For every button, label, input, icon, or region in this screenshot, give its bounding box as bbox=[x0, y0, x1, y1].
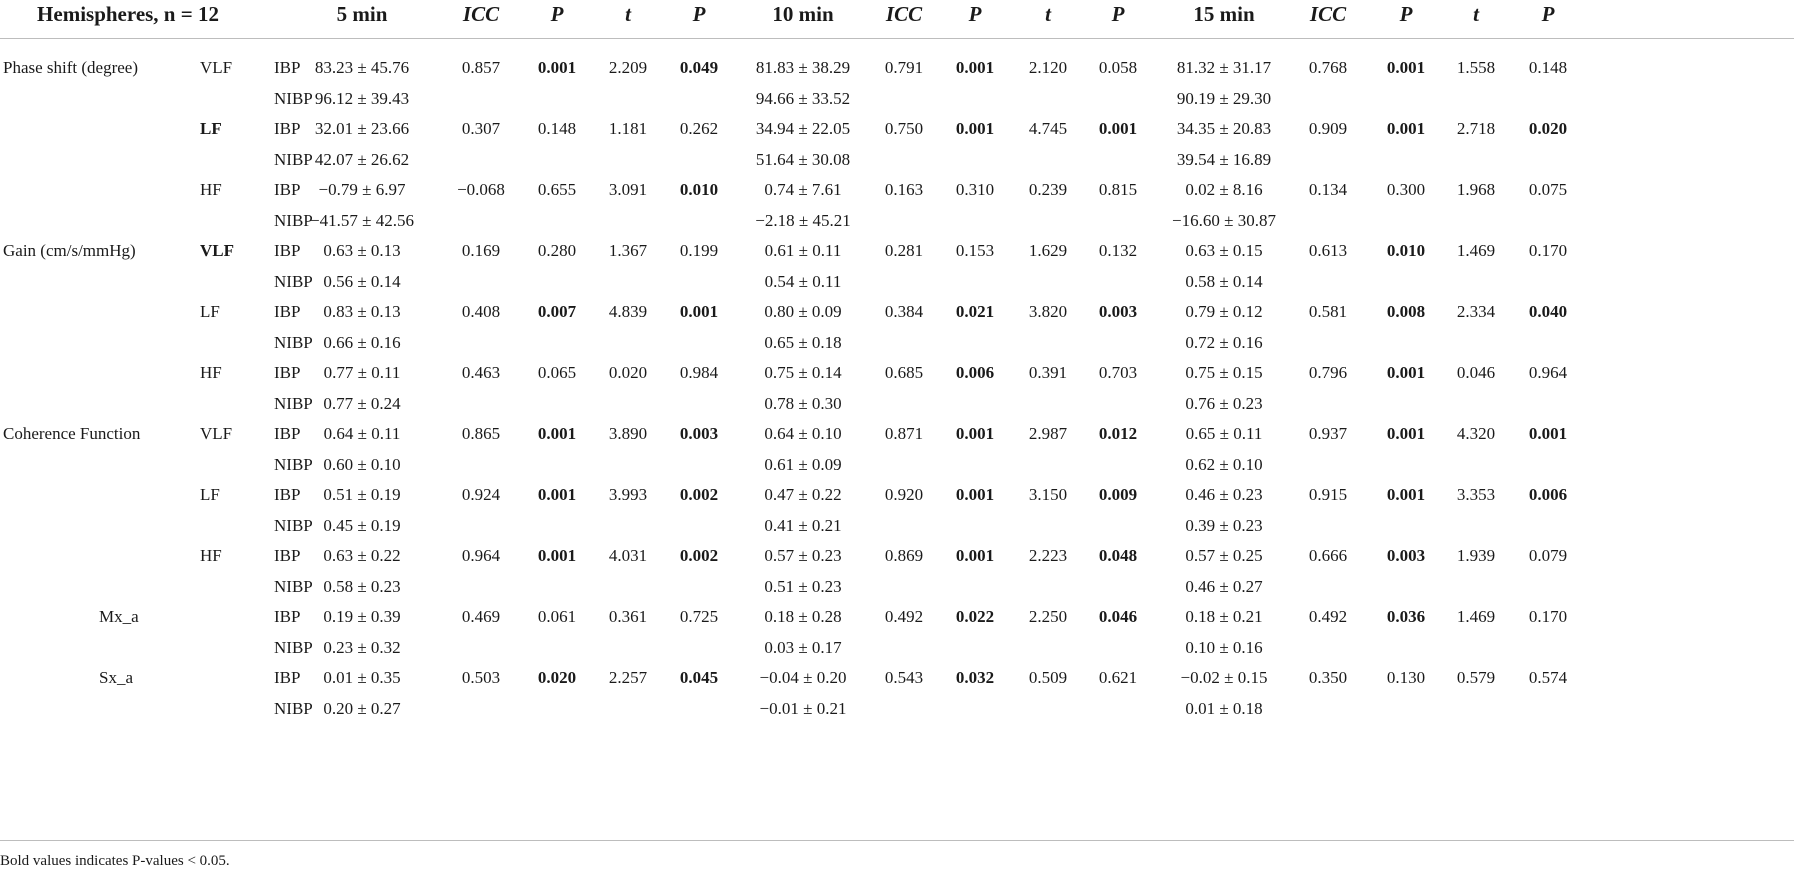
footnote: Bold values indicates P-values < 0.05. bbox=[0, 853, 230, 869]
ibp-value: 34.94 ± 22.05 bbox=[755, 119, 851, 138]
ibp-value: 0.75 ± 0.15 bbox=[1185, 363, 1263, 382]
ibp-value: 0.509 bbox=[1028, 668, 1068, 687]
ibp-value: 0.01 ± 0.35 bbox=[323, 668, 401, 687]
ibp-value: 0.001 bbox=[955, 424, 995, 443]
ibp-value: 0.049 bbox=[679, 58, 719, 77]
ibp-value: 0.350 bbox=[1308, 668, 1348, 687]
ibp-value: 0.02 ± 8.16 bbox=[1185, 180, 1263, 199]
nibp-value: 0.54 ± 0.11 bbox=[764, 271, 842, 291]
ibp-value: 0.865 bbox=[461, 424, 501, 443]
ibp-value: 0.130 bbox=[1386, 668, 1426, 687]
nibp-value: 0.60 ± 0.10 bbox=[323, 454, 401, 474]
ibp-value: 0.869 bbox=[884, 546, 924, 565]
header-col-2: ICC bbox=[462, 2, 500, 26]
ibp-label: IBP bbox=[274, 546, 301, 565]
ibp-value: 0.74 ± 7.61 bbox=[764, 180, 842, 199]
ibp-value: 3.820 bbox=[1028, 302, 1068, 321]
nibp-label: NIBP bbox=[274, 332, 313, 352]
ibp-value: 3.150 bbox=[1028, 485, 1068, 504]
ibp-value: 0.001 bbox=[537, 485, 577, 504]
nibp-label: NIBP bbox=[274, 515, 313, 535]
nibp-value: 0.61 ± 0.09 bbox=[764, 454, 842, 474]
band-label: VLF bbox=[200, 58, 233, 77]
ibp-value: 0.010 bbox=[679, 180, 719, 199]
nibp-value: 42.07 ± 26.62 bbox=[314, 149, 410, 169]
ibp-value: 81.83 ± 38.29 bbox=[755, 58, 851, 77]
ibp-value: 0.64 ± 0.11 bbox=[323, 424, 401, 443]
ibp-value: −0.02 ± 0.15 bbox=[1180, 668, 1268, 687]
ibp-value: 2.718 bbox=[1456, 119, 1496, 138]
ibp-value: 0.020 bbox=[537, 668, 577, 687]
ibp-label: IBP bbox=[274, 119, 301, 138]
ibp-value: 0.964 bbox=[461, 546, 501, 565]
ibp-value: 0.18 ± 0.21 bbox=[1185, 607, 1263, 626]
nibp-label: NIBP bbox=[274, 637, 313, 657]
ibp-value: 0.132 bbox=[1098, 241, 1138, 260]
ibp-value: 0.463 bbox=[461, 363, 501, 382]
ibp-value: 0.909 bbox=[1308, 119, 1348, 138]
ibp-value: 2.257 bbox=[608, 668, 648, 687]
nibp-value: 0.78 ± 0.30 bbox=[764, 393, 842, 413]
nibp-label: NIBP bbox=[274, 393, 313, 413]
ibp-label: IBP bbox=[274, 58, 301, 77]
ibp-value: 0.281 bbox=[884, 241, 924, 260]
band-label: HF bbox=[200, 546, 222, 565]
ibp-value: 0.791 bbox=[884, 58, 924, 77]
ibp-value: 0.148 bbox=[537, 119, 577, 138]
ibp-value: 0.857 bbox=[461, 58, 501, 77]
ibp-value: 1.629 bbox=[1028, 241, 1068, 260]
nibp-label: NIBP bbox=[274, 698, 313, 718]
ibp-value: 0.001 bbox=[1386, 58, 1426, 77]
ibp-value: 0.83 ± 0.13 bbox=[323, 302, 401, 321]
ibp-value: 0.012 bbox=[1098, 424, 1138, 443]
ibp-value: 0.51 ± 0.19 bbox=[323, 485, 401, 504]
ibp-value: 0.022 bbox=[955, 607, 995, 626]
ibp-value: 0.492 bbox=[1308, 607, 1348, 626]
ibp-value: 1.558 bbox=[1456, 58, 1496, 77]
ibp-value: 0.048 bbox=[1098, 546, 1138, 565]
band-label: HF bbox=[200, 363, 222, 382]
ibp-value: 2.120 bbox=[1028, 58, 1068, 77]
ibp-value: 1.469 bbox=[1456, 607, 1496, 626]
ibp-value: 0.006 bbox=[955, 363, 995, 382]
nibp-label: NIBP bbox=[274, 271, 313, 291]
ibp-value: 0.001 bbox=[537, 58, 577, 77]
ibp-label: IBP bbox=[274, 668, 301, 687]
ibp-value: 0.768 bbox=[1308, 58, 1348, 77]
ibp-label: IBP bbox=[274, 424, 301, 443]
ibp-value: 1.469 bbox=[1456, 241, 1496, 260]
ibp-value: 1.939 bbox=[1456, 546, 1496, 565]
ibp-value: 0.543 bbox=[884, 668, 924, 687]
header-col-11: 15 min bbox=[1193, 2, 1255, 26]
ibp-value: 0.009 bbox=[1098, 485, 1138, 504]
nibp-value: 0.76 ± 0.23 bbox=[1185, 393, 1263, 413]
ibp-value: 0.003 bbox=[679, 424, 719, 443]
ibp-value: 0.63 ± 0.22 bbox=[323, 546, 401, 565]
header-col-7: ICC bbox=[885, 2, 923, 26]
nibp-value: 0.45 ± 0.19 bbox=[323, 515, 401, 535]
ibp-value: 0.63 ± 0.13 bbox=[323, 241, 401, 260]
ibp-value: 0.47 ± 0.22 bbox=[764, 485, 842, 504]
ibp-value: 0.003 bbox=[1098, 302, 1138, 321]
ibp-value: 0.77 ± 0.11 bbox=[323, 363, 401, 382]
measure-label: Mx_a bbox=[99, 607, 139, 626]
nibp-value: 0.01 ± 0.18 bbox=[1185, 698, 1263, 718]
ibp-value: 0.065 bbox=[537, 363, 577, 382]
header-col-4: t bbox=[625, 2, 631, 26]
ibp-label: IBP bbox=[274, 485, 301, 504]
header-col-12: ICC bbox=[1309, 2, 1347, 26]
nibp-value: 0.10 ± 0.16 bbox=[1185, 637, 1263, 657]
ibp-value: 0.153 bbox=[955, 241, 995, 260]
ibp-label: IBP bbox=[274, 241, 301, 260]
header-rule bbox=[0, 38, 1794, 39]
ibp-value: 0.020 bbox=[1528, 119, 1568, 138]
nibp-value: 0.77 ± 0.24 bbox=[323, 393, 401, 413]
nibp-label: NIBP bbox=[274, 576, 313, 596]
ibp-value: 1.968 bbox=[1456, 180, 1496, 199]
nibp-value: 0.46 ± 0.27 bbox=[1185, 576, 1263, 596]
measure-label: Sx_a bbox=[99, 668, 133, 687]
ibp-value: 0.001 bbox=[1386, 424, 1426, 443]
header-col-9: t bbox=[1045, 2, 1051, 26]
ibp-value: 0.65 ± 0.11 bbox=[1185, 424, 1263, 443]
nibp-value: 0.23 ± 0.32 bbox=[323, 637, 401, 657]
ibp-value: 0.666 bbox=[1308, 546, 1348, 565]
ibp-value: 0.924 bbox=[461, 485, 501, 504]
ibp-value: 0.46 ± 0.23 bbox=[1185, 485, 1263, 504]
header-col-6: 10 min bbox=[772, 2, 834, 26]
ibp-value: 0.001 bbox=[1098, 119, 1138, 138]
ibp-value: 0.469 bbox=[461, 607, 501, 626]
ibp-value: 0.307 bbox=[461, 119, 501, 138]
ibp-value: 81.32 ± 31.17 bbox=[1176, 58, 1272, 77]
ibp-value: 0.75 ± 0.14 bbox=[764, 363, 842, 382]
ibp-value: 0.032 bbox=[955, 668, 995, 687]
nibp-label: NIBP bbox=[274, 88, 313, 108]
header-col-14: t bbox=[1473, 2, 1479, 26]
band-label: LF bbox=[200, 302, 220, 321]
nibp-value: −16.60 ± 30.87 bbox=[1172, 210, 1276, 230]
ibp-value: 0.725 bbox=[679, 607, 719, 626]
ibp-value: 0.002 bbox=[679, 546, 719, 565]
ibp-value: 0.613 bbox=[1308, 241, 1348, 260]
ibp-value: 0.57 ± 0.23 bbox=[764, 546, 842, 565]
ibp-value: 0.169 bbox=[461, 241, 501, 260]
ibp-value: 0.915 bbox=[1308, 485, 1348, 504]
ibp-value: 3.890 bbox=[608, 424, 648, 443]
ibp-value: 0.020 bbox=[608, 363, 648, 382]
measure-label: Phase shift (degree) bbox=[3, 58, 139, 77]
band-label: VLF bbox=[200, 241, 234, 260]
ibp-value: 0.579 bbox=[1456, 668, 1496, 687]
header-col-5: P bbox=[692, 2, 706, 26]
ibp-value: 0.001 bbox=[1386, 363, 1426, 382]
ibp-value: 0.002 bbox=[679, 485, 719, 504]
nibp-label: NIBP bbox=[274, 454, 313, 474]
ibp-value: 0.001 bbox=[537, 424, 577, 443]
header-col-3: P bbox=[550, 2, 564, 26]
header-col-15: P bbox=[1541, 2, 1555, 26]
header-col-10: P bbox=[1111, 2, 1125, 26]
ibp-value: 0.001 bbox=[537, 546, 577, 565]
header-hemispheres: Hemispheres, n = 12 bbox=[37, 2, 219, 26]
ibp-value: 0.134 bbox=[1308, 180, 1348, 199]
ibp-value: 4.031 bbox=[608, 546, 648, 565]
ibp-value: 0.061 bbox=[537, 607, 577, 626]
ibp-label: IBP bbox=[274, 363, 301, 382]
nibp-value: 96.12 ± 39.43 bbox=[314, 88, 410, 108]
ibp-value: 0.170 bbox=[1528, 607, 1568, 626]
ibp-value: 0.170 bbox=[1528, 241, 1568, 260]
ibp-value: 0.300 bbox=[1386, 180, 1426, 199]
ibp-value: 0.001 bbox=[1528, 424, 1568, 443]
ibp-value: −0.068 bbox=[457, 180, 505, 199]
ibp-label: IBP bbox=[274, 607, 301, 626]
ibp-value: 0.046 bbox=[1098, 607, 1138, 626]
ibp-value: 3.353 bbox=[1456, 485, 1496, 504]
ibp-value: 0.310 bbox=[955, 180, 995, 199]
ibp-value: 0.384 bbox=[884, 302, 924, 321]
band-label: VLF bbox=[200, 424, 233, 443]
nibp-label: NIBP bbox=[274, 149, 313, 169]
ibp-value: 2.250 bbox=[1028, 607, 1068, 626]
nibp-value: 94.66 ± 33.52 bbox=[755, 88, 851, 108]
band-label: LF bbox=[200, 485, 220, 504]
ibp-value: 2.223 bbox=[1028, 546, 1068, 565]
header-col-8: P bbox=[968, 2, 982, 26]
nibp-value: 90.19 ± 29.30 bbox=[1176, 88, 1272, 108]
nibp-value: 0.03 ± 0.17 bbox=[764, 637, 842, 657]
ibp-value: 0.045 bbox=[679, 668, 719, 687]
ibp-value: 4.745 bbox=[1028, 119, 1068, 138]
ibp-value: 0.280 bbox=[537, 241, 577, 260]
ibp-value: 0.750 bbox=[884, 119, 924, 138]
ibp-value: 0.64 ± 0.10 bbox=[764, 424, 842, 443]
ibp-value: 0.63 ± 0.15 bbox=[1185, 241, 1263, 260]
ibp-value: 0.007 bbox=[537, 302, 577, 321]
ibp-value: 0.621 bbox=[1098, 668, 1138, 687]
ibp-value: 0.574 bbox=[1528, 668, 1568, 687]
ibp-value: 0.18 ± 0.28 bbox=[764, 607, 842, 626]
nibp-value: −0.01 ± 0.21 bbox=[759, 698, 847, 718]
measure-label: Gain (cm/s/mmHg) bbox=[3, 241, 136, 260]
ibp-value: 0.199 bbox=[679, 241, 719, 260]
nibp-value: 0.62 ± 0.10 bbox=[1185, 454, 1263, 474]
ibp-value: 0.148 bbox=[1528, 58, 1568, 77]
ibp-value: 1.181 bbox=[608, 119, 648, 138]
ibp-value: 0.61 ± 0.11 bbox=[764, 241, 842, 260]
ibp-label: IBP bbox=[274, 302, 301, 321]
ibp-value: 0.001 bbox=[955, 119, 995, 138]
ibp-label: IBP bbox=[274, 180, 301, 199]
band-label: HF bbox=[200, 180, 222, 199]
ibp-value: 0.80 ± 0.09 bbox=[764, 302, 842, 321]
footer-rule bbox=[0, 840, 1794, 841]
ibp-value: 2.334 bbox=[1456, 302, 1496, 321]
ibp-value: 0.040 bbox=[1528, 302, 1568, 321]
ibp-value: 0.984 bbox=[679, 363, 719, 382]
ibp-value: 0.408 bbox=[461, 302, 501, 321]
ibp-value: 2.987 bbox=[1028, 424, 1068, 443]
nibp-label: NIBP bbox=[274, 210, 313, 230]
ibp-value: 0.001 bbox=[955, 546, 995, 565]
ibp-value: 0.262 bbox=[679, 119, 719, 138]
ibp-value: 4.320 bbox=[1456, 424, 1496, 443]
nibp-value: 0.51 ± 0.23 bbox=[764, 576, 842, 596]
ibp-value: 0.001 bbox=[955, 58, 995, 77]
ibp-value: 0.57 ± 0.25 bbox=[1185, 546, 1263, 565]
ibp-value: 0.796 bbox=[1308, 363, 1348, 382]
ibp-value: 0.008 bbox=[1386, 302, 1426, 321]
nibp-value: 0.58 ± 0.14 bbox=[1185, 271, 1263, 291]
ibp-value: 0.001 bbox=[955, 485, 995, 504]
ibp-value: 0.79 ± 0.12 bbox=[1185, 302, 1263, 321]
nibp-value: 0.39 ± 0.23 bbox=[1185, 515, 1263, 535]
ibp-value: 0.685 bbox=[884, 363, 924, 382]
ibp-value: 0.655 bbox=[537, 180, 577, 199]
ibp-value: 0.021 bbox=[955, 302, 995, 321]
ibp-value: 0.581 bbox=[1308, 302, 1348, 321]
ibp-value: 0.046 bbox=[1456, 363, 1496, 382]
ibp-value: 0.19 ± 0.39 bbox=[323, 607, 401, 626]
ibp-value: 34.35 ± 20.83 bbox=[1176, 119, 1272, 138]
ibp-value: 3.993 bbox=[608, 485, 648, 504]
ibp-value: 0.503 bbox=[461, 668, 501, 687]
ibp-value: 0.964 bbox=[1528, 363, 1568, 382]
ibp-value: 0.001 bbox=[679, 302, 719, 321]
ibp-value: 0.239 bbox=[1028, 180, 1068, 199]
nibp-value: 51.64 ± 30.08 bbox=[755, 149, 851, 169]
ibp-value: 83.23 ± 45.76 bbox=[314, 58, 410, 77]
ibp-value: 1.367 bbox=[608, 241, 648, 260]
nibp-value: 0.66 ± 0.16 bbox=[323, 332, 401, 352]
ibp-value: 0.058 bbox=[1098, 58, 1138, 77]
ibp-value: 0.703 bbox=[1098, 363, 1138, 382]
ibp-value: 0.163 bbox=[884, 180, 924, 199]
nibp-value: −2.18 ± 45.21 bbox=[755, 210, 851, 230]
ibp-value: 0.010 bbox=[1386, 241, 1426, 260]
measure-label: Coherence Function bbox=[3, 424, 141, 443]
header-col-13: P bbox=[1399, 2, 1413, 26]
nibp-value: 0.72 ± 0.16 bbox=[1185, 332, 1263, 352]
ibp-value: 0.006 bbox=[1528, 485, 1568, 504]
ibp-value: −0.04 ± 0.20 bbox=[759, 668, 847, 687]
nibp-value: 0.41 ± 0.21 bbox=[764, 515, 842, 535]
ibp-value: −0.79 ± 6.97 bbox=[318, 180, 406, 199]
ibp-value: 0.492 bbox=[884, 607, 924, 626]
ibp-value: 0.937 bbox=[1308, 424, 1348, 443]
ibp-value: 0.361 bbox=[608, 607, 648, 626]
nibp-value: 0.58 ± 0.23 bbox=[323, 576, 401, 596]
ibp-value: 4.839 bbox=[608, 302, 648, 321]
ibp-value: 0.871 bbox=[884, 424, 924, 443]
ibp-value: 0.079 bbox=[1528, 546, 1568, 565]
ibp-value: 0.036 bbox=[1386, 607, 1426, 626]
header-col-1: 5 min bbox=[336, 2, 388, 26]
ibp-value: 32.01 ± 23.66 bbox=[314, 119, 410, 138]
ibp-value: 3.091 bbox=[608, 180, 648, 199]
ibp-value: 2.209 bbox=[608, 58, 648, 77]
band-label: LF bbox=[200, 119, 222, 138]
ibp-value: 0.920 bbox=[884, 485, 924, 504]
ibp-value: 0.001 bbox=[1386, 119, 1426, 138]
nibp-value: 39.54 ± 16.89 bbox=[1176, 149, 1272, 169]
ibp-value: 0.003 bbox=[1386, 546, 1426, 565]
nibp-value: 0.20 ± 0.27 bbox=[323, 698, 401, 718]
nibp-value: 0.65 ± 0.18 bbox=[764, 332, 842, 352]
nibp-value: 0.56 ± 0.14 bbox=[323, 271, 401, 291]
nibp-value: −41.57 ± 42.56 bbox=[310, 210, 414, 230]
ibp-value: 0.001 bbox=[1386, 485, 1426, 504]
ibp-value: 0.075 bbox=[1528, 180, 1568, 199]
ibp-value: 0.391 bbox=[1028, 363, 1068, 382]
ibp-value: 0.815 bbox=[1098, 180, 1138, 199]
